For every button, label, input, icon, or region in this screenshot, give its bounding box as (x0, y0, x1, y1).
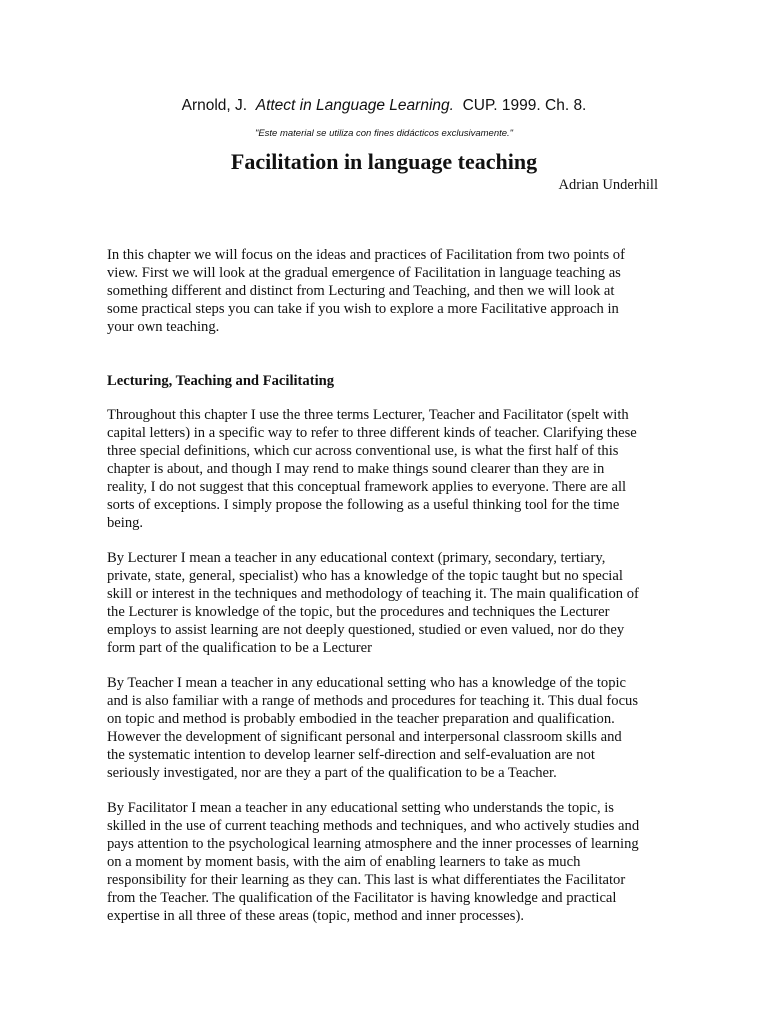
paragraph-teacher (107, 674, 667, 782)
section-heading: Lecturing, Teaching and Facilitating (107, 373, 335, 389)
paragraph-line: reality, I do not suggest that this conceptual framework applies to everyone. There are all (107, 479, 627, 495)
paragraph-line: the Lecturer is knowledge of the topic, but the procedures and techniques the Lecturer (107, 604, 610, 620)
paragraph-line: the systematic intention to develop learner self-direction and self-evaluation are not (107, 747, 595, 763)
paragraph-line: employs to assist learning are not deeply questioned, studied or even valued, nor do they (107, 622, 625, 638)
paragraph-line: your own teaching. (107, 319, 220, 335)
paragraph-facilitator (107, 799, 667, 925)
intro-paragraph (107, 246, 667, 336)
paragraph-line: By Facilitator I mean a teacher in any educational setting who understands the topic, is (107, 800, 614, 816)
paragraph-line: skilled in the use of current teaching methods and techniques, and who actively studies and (107, 818, 640, 834)
paragraph-line: sorts of exceptions. I simply propose the following as a useful thinking tool for the time (107, 497, 620, 513)
paragraph-line: responsibility for their learning as they can. This last is what differentiates the Facilitator (107, 872, 626, 888)
paragraph-line: Throughout this chapter I use the three terms Lecturer, Teacher and Facilitator (spelt with (107, 407, 629, 423)
paragraph-line: By Teacher I mean a teacher in any educational setting who has a knowledge of the topic (107, 675, 627, 691)
paragraph-line: capital letters) in a specific way to refer to three different kinds of teacher. Clarifying these (107, 425, 637, 441)
paragraph-line: expertise in all three of these areas (topic, method and inner processes). (107, 908, 524, 924)
paragraph-line: In this chapter we will focus on the ideas and practices of Facilitation from two points of (107, 247, 625, 263)
chapter-author: Adrian Underhill (558, 177, 658, 193)
document-title: Facilitation in language teaching (230, 149, 538, 174)
paragraph-line: some practical steps you can take if you wish to explore a more Facilitative approach in (107, 301, 619, 317)
paragraph-line: By Lecturer I mean a teacher in any educational context (primary, secondary, tertiary, (107, 550, 606, 566)
paragraph-line: three special definitions, which cur across conventional use, is what the first half of this (107, 443, 619, 459)
paragraph-line: on a moment by moment basis, with the aim of enabling learners to take as much (107, 854, 581, 870)
citation-book-title: Attect in Language Learning. (255, 97, 454, 114)
paragraph-line: pays attention to the psychological learning atmosphere and the inner processes of learning (107, 836, 639, 852)
paragraph-line: being. (107, 515, 144, 531)
citation-author: Arnold, J. (181, 97, 248, 114)
paragraph-lecturer (107, 549, 667, 657)
paragraph-line: view. First we will look at the gradual emergence of Facilitation in language teaching as (107, 265, 621, 281)
paragraph-line: seriously investigated, nor are they a part of the qualification to be a Teacher. (107, 765, 557, 781)
paragraph-definitions (107, 406, 667, 532)
paragraph-line: skill or interest in the techniques and methodology of teaching it. The main qualification of (107, 586, 639, 602)
paragraph-line: something different and distinct from Lecturing and Teaching, and then we will look at (107, 283, 615, 299)
paragraph-line: and is also familiar with a range of methods and procedures for teaching it. This dual focus (107, 693, 639, 709)
citation-publisher-year: CUP. 1999. Ch. 8. (462, 97, 587, 114)
paragraph-line: However the development of significant personal and interpersonal classroom skills and (107, 729, 622, 745)
paragraph-line: from the Teacher. The qualification of the Facilitator is having knowledge and practical (107, 890, 617, 906)
paragraph-line: on topic and method is probably embodied in the teacher preparation and qualification. (107, 711, 615, 727)
citation-line (0, 96, 768, 116)
paragraph-line: private, state, general, specialist) who has a knowledge of the topic taught but no special (107, 568, 623, 584)
paragraph-line: form part of the qualification to be a Lecturer (107, 640, 373, 656)
disclaimer: "Este material se utiliza con fines didácticos exclusivamente." (254, 128, 514, 139)
paragraph-line: chapter is about, and though I may rend to make things sound clearer than they are in (107, 461, 605, 477)
